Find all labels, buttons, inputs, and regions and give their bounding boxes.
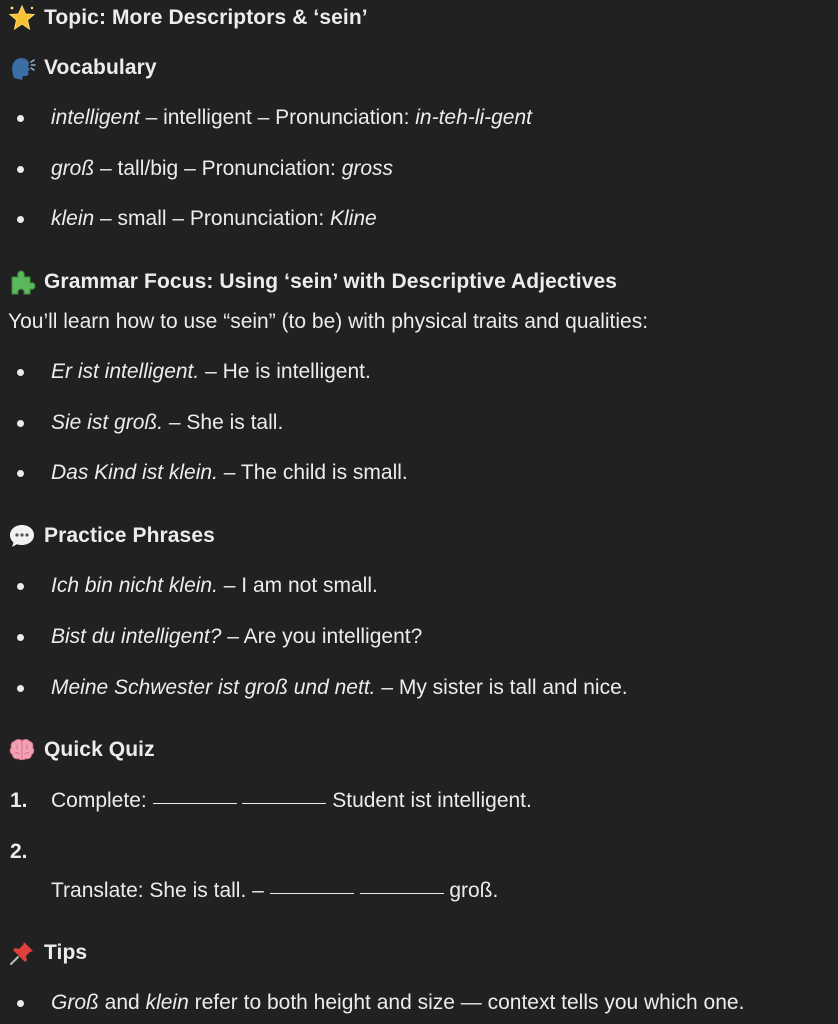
bullet-icon — [17, 115, 24, 122]
english-translation: – She is tall. — [163, 411, 284, 434]
vocab-term: klein — [51, 207, 95, 230]
vocab-item-text — [51, 157, 393, 181]
bullet-icon — [17, 166, 24, 173]
quiz-title: Quick Quiz — [44, 738, 155, 761]
vocab-pronunciation: gross — [341, 157, 394, 180]
phrase-text — [51, 625, 422, 649]
tip-rest: refer to both height and size — context tells you which one. — [188, 991, 745, 1014]
german-example: Das Kind ist klein. — [51, 461, 218, 484]
answer-blank — [270, 892, 354, 894]
english-translation: – The child is small. — [217, 461, 408, 484]
english-translation: – My sister is tall and nice. — [375, 676, 628, 699]
puzzle-piece-icon — [8, 268, 36, 296]
bullet-icon — [17, 369, 24, 376]
german-phrase: Bist du intelligent? — [51, 625, 222, 648]
phrase-text — [51, 574, 378, 598]
topic-title: Topic: More Descriptors & ‘sein’ — [44, 6, 368, 29]
grammar-heading — [8, 268, 617, 296]
german-example: Sie ist groß. — [51, 411, 164, 434]
example-text — [51, 461, 408, 485]
example-text — [51, 360, 371, 384]
bullet-icon — [17, 470, 24, 477]
phrase-text — [51, 676, 628, 700]
question-suffix: Student ist intelligent. — [326, 789, 532, 812]
vocab-item-text — [51, 207, 377, 231]
question-number: 1. — [10, 789, 28, 812]
bullet-icon — [17, 583, 24, 590]
english-translation: – He is intelligent. — [199, 360, 371, 383]
speaking-head-icon — [8, 54, 36, 82]
bullet-icon — [17, 216, 24, 223]
grammar-title: Grammar Focus: Using ‘sein’ with Descriptive Adjectives — [44, 270, 618, 293]
tip-connector: and — [98, 991, 146, 1014]
bullet-icon — [17, 1000, 24, 1007]
english-translation: – I am not small. — [217, 574, 378, 597]
vocab-term: groß — [51, 157, 95, 180]
bullet-icon — [17, 634, 24, 641]
vocab-item-text — [51, 106, 532, 130]
question-suffix: groß. — [443, 879, 499, 902]
bullet-icon — [17, 685, 24, 692]
practice-heading — [8, 522, 215, 550]
bullet-icon — [17, 420, 24, 427]
quiz-heading — [8, 736, 155, 764]
vocab-meaning: – small – Pronunciation: — [94, 207, 330, 230]
question-prompt: Complete: — [51, 789, 153, 812]
question-number: 2. — [10, 840, 28, 863]
question-prompt: Translate: She is tall. – — [51, 879, 270, 902]
practice-title: Practice Phrases — [44, 524, 215, 547]
speech-bubble-icon — [8, 522, 36, 550]
tips-heading — [8, 939, 87, 967]
vocab-term: intelligent — [51, 106, 140, 129]
german-example: Er ist intelligent. — [51, 360, 200, 383]
vocab-pronunciation: Kline — [330, 207, 377, 230]
german-phrase: Meine Schwester ist groß und nett. — [51, 676, 376, 699]
glowing-star-icon — [8, 4, 36, 32]
tip-word: Groß — [51, 991, 99, 1014]
topic-heading — [8, 4, 368, 32]
german-phrase: Ich bin nicht klein. — [51, 574, 218, 597]
pushpin-icon — [8, 939, 36, 967]
question-text — [51, 879, 498, 903]
tip-word: klein — [145, 991, 189, 1014]
vocabulary-heading — [8, 54, 157, 82]
vocab-pronunciation: in-teh-li-gent — [415, 106, 532, 129]
vocab-meaning: – intelligent – Pronunciation: — [139, 106, 416, 129]
vocab-meaning: – tall/big – Pronunciation: — [94, 157, 342, 180]
question-text — [51, 789, 532, 813]
tips-title: Tips — [44, 941, 88, 964]
vocabulary-title: Vocabulary — [44, 56, 157, 79]
answer-blank — [153, 802, 237, 804]
answer-blank — [242, 802, 326, 804]
grammar-intro: You’ll learn how to use “sein” (to be) with physical traits and qualities: — [8, 310, 649, 333]
brain-icon — [8, 736, 36, 764]
tip-text — [51, 991, 744, 1015]
english-translation: – Are you intelligent? — [221, 625, 423, 648]
answer-blank — [360, 892, 444, 894]
example-text — [51, 411, 283, 435]
